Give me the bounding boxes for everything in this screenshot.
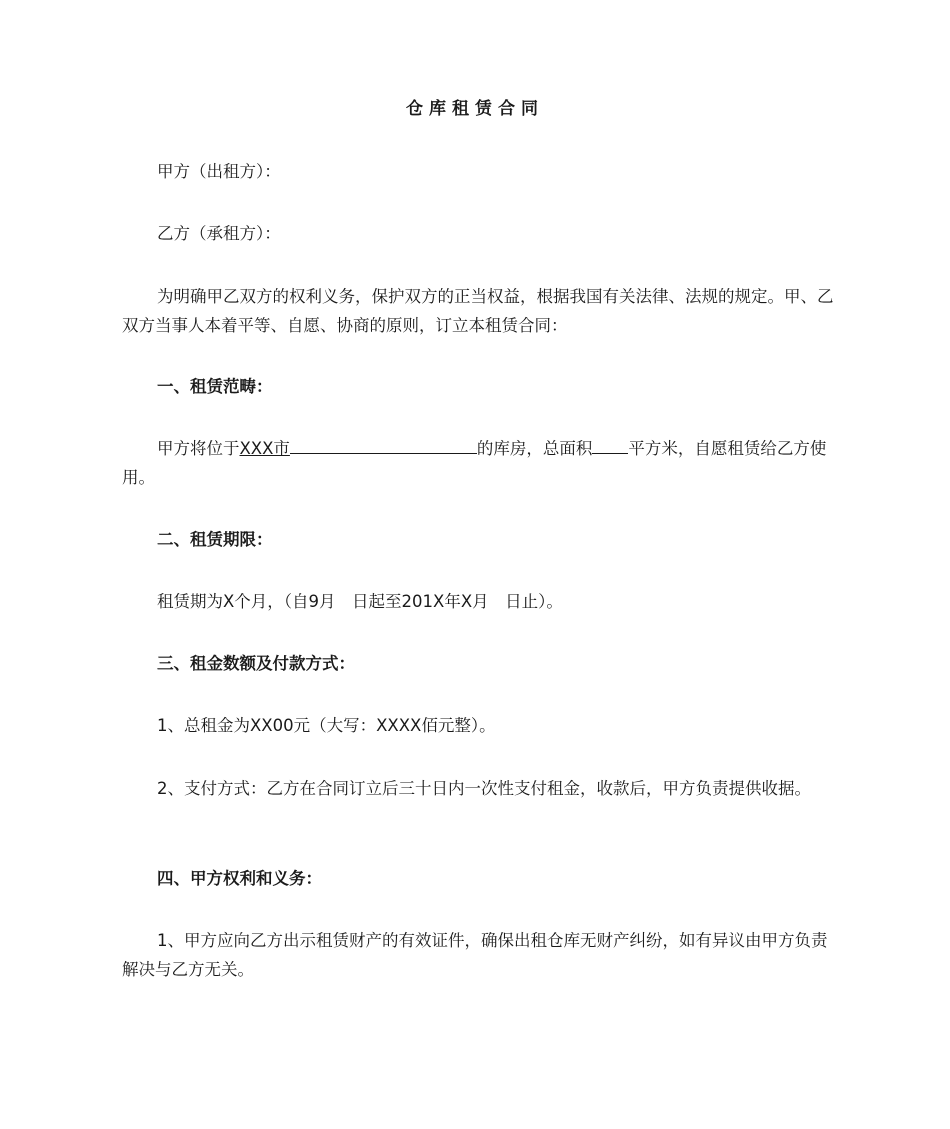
section-1-paragraph bbox=[122, 434, 834, 492]
area-blank bbox=[592, 435, 628, 454]
location-field: XXX市 bbox=[239, 439, 290, 458]
section-2-paragraph: 租赁期为X个月，（自9月 日起至201X年X月 日止）。 bbox=[157, 592, 563, 611]
party-b-line: 乙方（承租方）： bbox=[157, 224, 281, 243]
section-3-item-1: 1、总租金为XX00元（大写：XXXX佰元整）。 bbox=[157, 716, 496, 735]
document-title: 仓库租赁合同 bbox=[406, 99, 544, 119]
section-3-heading: 三、租金数额及付款方式： bbox=[157, 654, 355, 673]
section-4-item-1: 1、甲方应向乙方出示租赁财产的有效证件，确保出租仓库无财产纠纷，如有异议由甲方负责解决与乙方无关。 bbox=[122, 931, 828, 979]
section-1-text-b: 的库房，总面积 bbox=[476, 439, 593, 458]
section-1-text-c: 平方米，自愿租赁给乙方使用。 bbox=[122, 439, 827, 487]
section-1-heading: 一、租赁范畴： bbox=[157, 377, 273, 396]
preamble-paragraph: 为明确甲乙双方的权利义务，保护双方的正当权益，根据我国有关法律、法规的规定。甲、乙双方当事人本着平等、自愿、协商的原则，订立本租赁合同： bbox=[122, 287, 834, 335]
location-blank bbox=[290, 435, 477, 454]
section-4-heading: 四、甲方权利和义务： bbox=[157, 869, 322, 888]
section-3-item-2: 2、支付方式：乙方在合同订立后三十日内一次性支付租金，收款后，甲方负责提供收据。 bbox=[157, 779, 811, 798]
party-a-line: 甲方（出租方）： bbox=[157, 162, 281, 181]
section-2-heading: 二、租赁期限： bbox=[157, 530, 273, 549]
section-1-text-a: 甲方将位于 bbox=[157, 439, 240, 458]
